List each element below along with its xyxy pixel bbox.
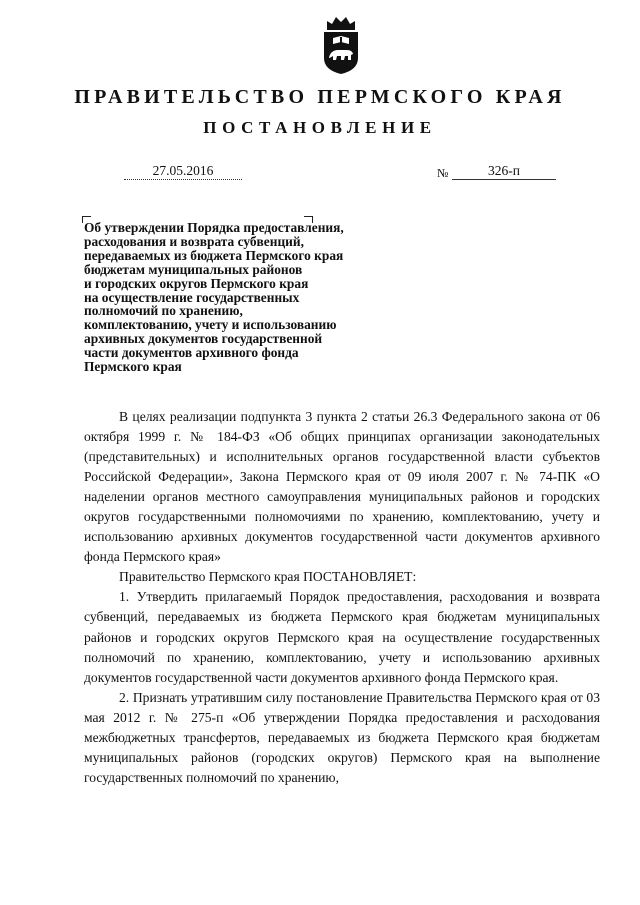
subject-line: и городских округов Пермского края xyxy=(84,275,309,291)
subject-line: бюджетам муниципальных районов xyxy=(84,261,303,277)
document-body xyxy=(84,407,600,788)
subject-line: архивных документов государственной xyxy=(84,331,323,347)
document-date: 27.05.2016 xyxy=(124,163,242,180)
document-number: 326-п xyxy=(452,163,556,180)
subject-line: Об утверждении Порядка предоставления, xyxy=(84,220,344,235)
subject-line: передаваемых из бюджета Пермского края xyxy=(84,247,344,263)
subject-line: комплектованию, учету и использованию xyxy=(84,317,337,333)
coat-of-arms-emblem xyxy=(318,14,364,76)
clause-2-paragraph: 2. Признать утратившим силу постановление Правительства Пермского края от 03 мая 2012 г. № 275-п «Об утверждении Порядка предоставления и расходования межбюджетных трансфертов, передаваемых из бюджета Пермского края бюджетам муниципальных районов (городских округов) Пермского края на выполнение государственных полномочий по хранению, xyxy=(84,689,600,785)
subject-line: расходования и возврата субвенций, xyxy=(84,233,304,249)
subject-line: части документов архивного фонда xyxy=(84,345,299,361)
preamble-paragraph: В целях реализации подпункта 3 пункта 2 статьи 26.3 Федерального закона от 06 октября 1999 г. № 184-ФЗ «Об общих принципах организации законодательных (представительных) и исполнительных органов государственной власти субъектов Российской Федерации», Закона Пермского края от 09 июля 2007 г. № 74-ПК «О наделении органов местного самоуправления муниципальных районов и городских округов государственными полномочиями по хранению, комплектованию, учету и использованию архивных документов государственной части документов архивного фонда Пермского края» xyxy=(84,409,600,565)
resolution-paragraph: Правительство Пермского края ПОСТАНОВЛЯЕТ: xyxy=(119,569,417,585)
subject-line: на осуществление государственных xyxy=(84,289,300,305)
document-subject xyxy=(84,221,394,374)
document-type: ПОСТАНОВЛЕНИЕ xyxy=(203,118,437,137)
subject-line: полномочий по хранению, xyxy=(84,303,243,319)
number-sign: № xyxy=(437,166,449,180)
clause-1-paragraph: 1. Утвердить прилагаемый Порядок предоставления, расходования и возврата субвенций, передаваемых из бюджета Пермского края бюджетам муниципальных районов и городских округов Пермского края на осуществление государственных полномочий по хранению, комплектованию, учету и использованию архивных документов государственной части документов архивного фонда Пермского края. xyxy=(84,589,600,685)
government-title: ПРАВИТЕЛЬСТВО ПЕРМСКОГО КРАЯ xyxy=(74,86,566,108)
subject-line: Пермского края xyxy=(84,359,182,375)
